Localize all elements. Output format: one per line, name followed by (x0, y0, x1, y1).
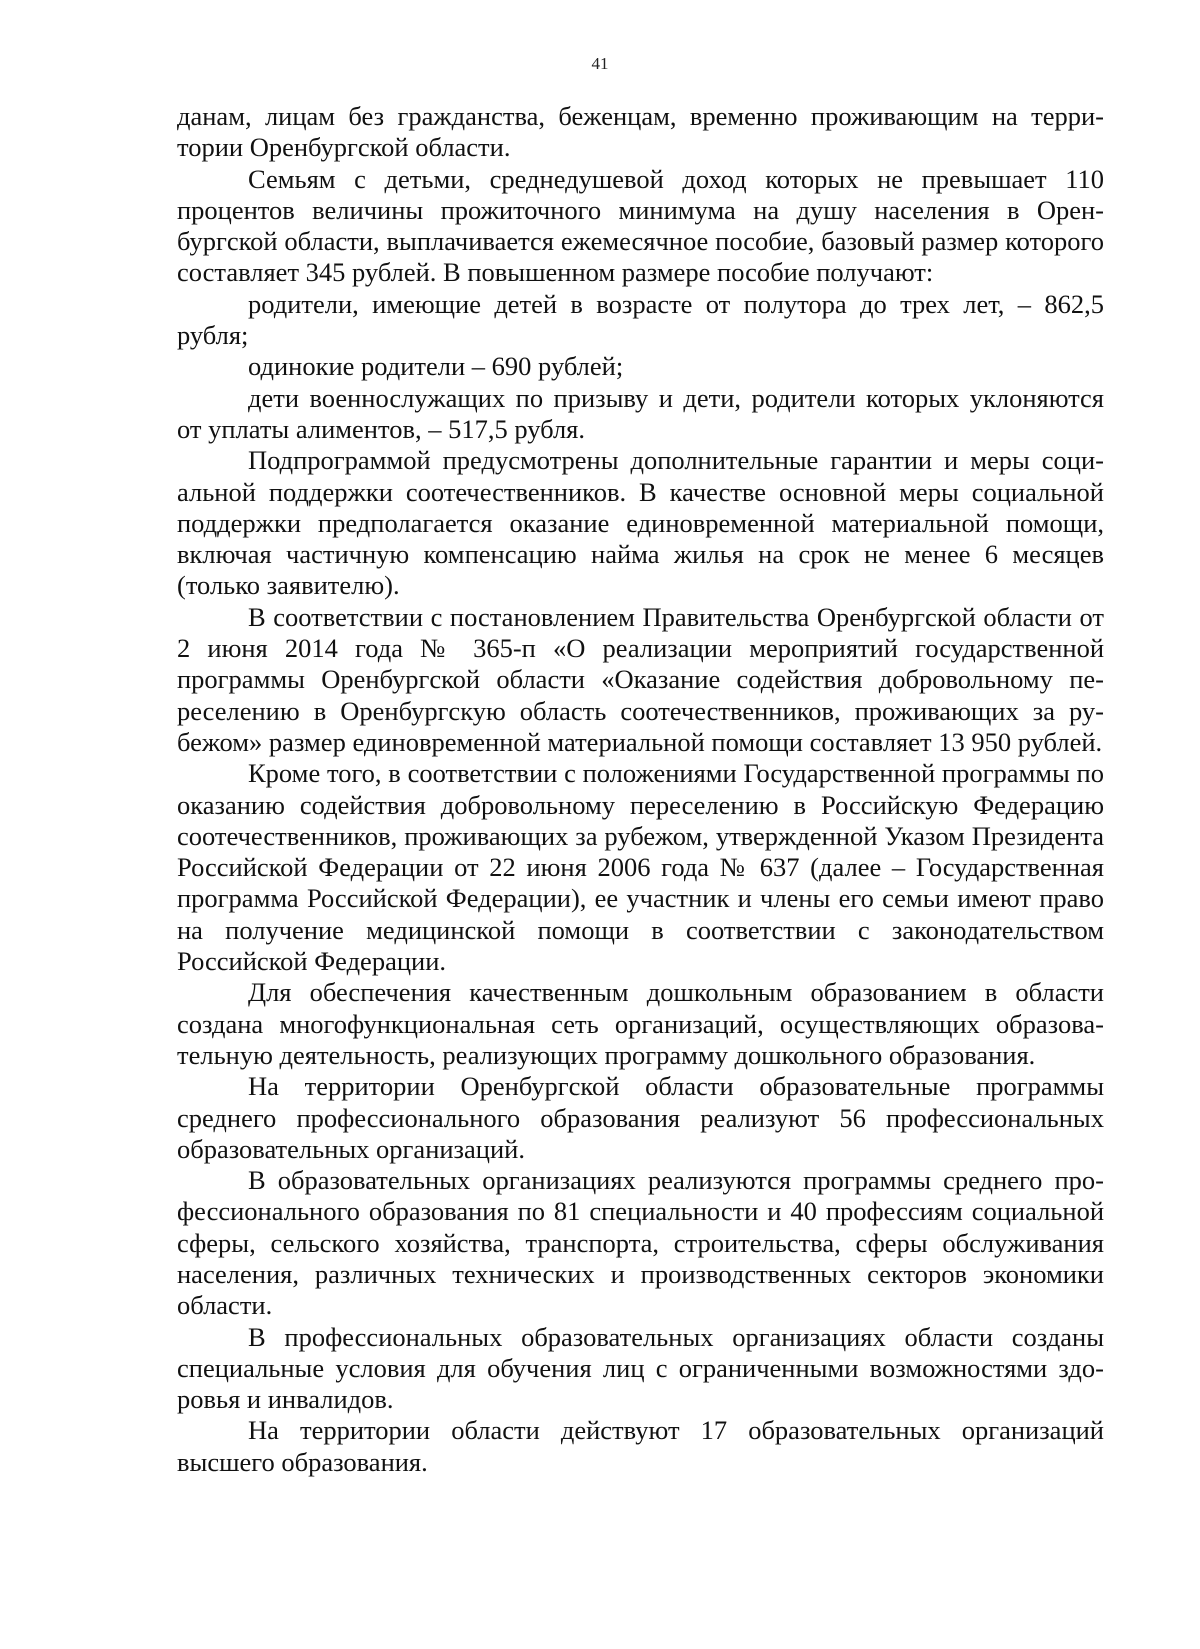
paragraph-13: На территории области действуют 17 образовательных организаций высшего образования. (177, 1415, 1104, 1477)
document-body (177, 101, 1104, 1478)
paragraph-9: Для обеспечения качественным дошкольным образованием в области создана многофункциональная сеть организаций, осуществляющих образовательную деятельность, реализующих программу дошкольного образования. (177, 977, 1104, 1070)
paragraph-5: дети военнослужащих по призыву и дети, родители которых уклоняются от уплаты алиментов, – 517,5 рубля. (177, 382, 1104, 444)
paragraph-3: родители, имеющие детей в возрасте от полутора до трех лет, – 862,5 рубля; (177, 288, 1104, 351)
paragraph-8: Кроме того, в соответствии с положениями Государственной программы по оказанию содействия добровольному переселению в Российскую Федерацию соотечественников, проживающих за рубежом, утвержденной Указом Президента Российской Федерации от 22 июня 2006 года № 637 (далее – Государственная программа Российской Федерации), ее участник и члены его семьи имеют право на получение медицинской помощи в соответствии с законодательством Российской Федерации. (177, 758, 1104, 977)
paragraph-12: В профессиональных образовательных организациях области созданы специальные условия для обучения лиц с ограниченными возможностями здоровья и инвалидов. (177, 1321, 1104, 1415)
paragraph-6: Подпрограммой предусмотрены дополнительные гарантии и меры социальной поддержки соотечественников. В качестве основной меры социальной поддержки предполагается оказание единовременной материальной помощи, включая частичную компенсацию найма жилья на срок не менее 6 месяцев (только заявителю). (177, 445, 1104, 601)
paragraph-1: данам, лицам без гражданства, беженцам, временно проживающим на территории Оренбургской области. (177, 101, 1104, 163)
paragraph-7: В соответствии с постановлением Правительства Оренбургской области от 2 июня 2014 года № 365-п «О реализации мероприятий государственной программы Оренбургской области «Оказание содействия добровольному переселению в Оренбургскую область соотечественников, проживающих за рубежом» размер единовременной материальной помощи составляет 13 950 рублей. (177, 601, 1104, 757)
paragraph-11: В образовательных организациях реализуются программы среднего профессионального образования по 81 специальности и 40 профессиям социальной сферы, сельского хозяйства, транспорта, строительства, сферы обслуживания населения, различных технических и производственных секторов экономики области. (177, 1165, 1104, 1321)
paragraph-4: одинокие родители – 690 рублей; (248, 351, 624, 382)
paragraph-10: На территории Оренбургской области образовательные программы среднего профессионального образования реализуют 56 профессиональных образовательных организаций. (177, 1071, 1104, 1164)
page-number: 41 (591, 54, 609, 73)
paragraph-2: Семьям с детьми, среднедушевой доход которых не превышает 110 процентов величины прожиточного минимума на душу населения в Оренбургской области, выплачивается ежемесячное пособие, базовый размер которого составляет 345 рублей. В повышенном размере пособие получают: (177, 163, 1104, 288)
